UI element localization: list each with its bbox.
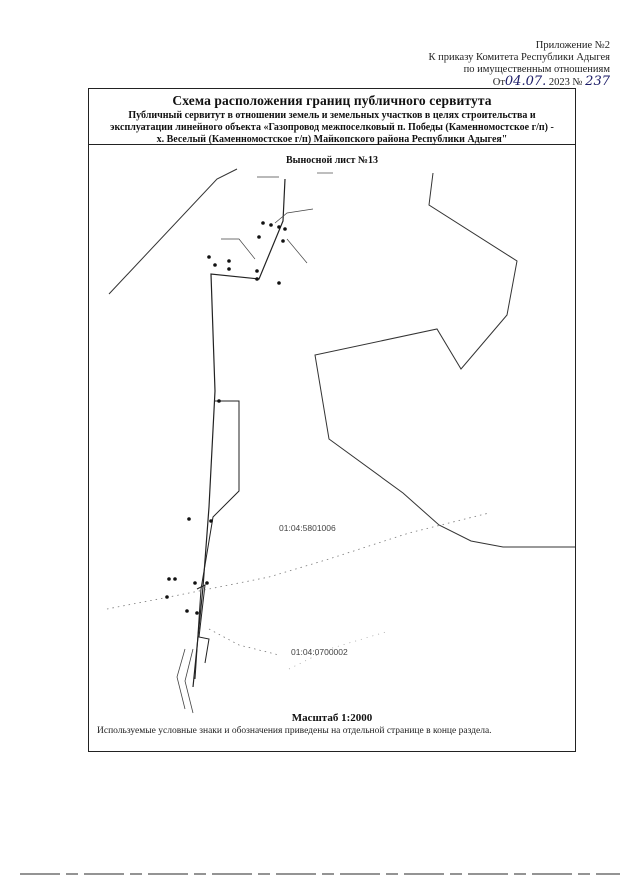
boundary-point (217, 399, 221, 403)
boundary-point (261, 221, 265, 225)
boundary-point (165, 595, 169, 599)
legend-note: Используемые условные знаки и обозначения приведены на отдельной странице в конце раздела. (97, 726, 492, 736)
boundary-point (213, 263, 217, 267)
subtitle-line-1: Публичный сервитут в отношении земель и земельных участков в целях строительства и (128, 110, 536, 121)
boundary-point (205, 581, 209, 585)
date-prefix: От (492, 77, 505, 88)
boundary-point (227, 259, 231, 263)
map-scale: Масштаб 1:2000 (291, 712, 373, 724)
boundary-point (277, 225, 281, 229)
boundary-point (255, 269, 259, 273)
boundary-point (193, 581, 197, 585)
appendix-line-1: Приложение №2 (535, 40, 610, 51)
boundary-point (209, 519, 213, 523)
boundary-point (257, 235, 261, 239)
sheet-label: Выносной лист №13 (286, 155, 378, 166)
boundary-point (281, 239, 285, 243)
appendix-line-3: по имущественным отношениям (463, 64, 610, 75)
leader-line-2 (287, 239, 307, 263)
cadastral-map (89, 89, 575, 751)
subtitle-line-3: х. Веселый (Каменномостское г/п) Майкопского района Республики Адыгея" (156, 134, 508, 145)
appendix-header (310, 40, 610, 89)
boundary-points (165, 221, 287, 615)
boundary-point (269, 223, 273, 227)
leader-line-1 (275, 209, 313, 223)
boundary-point (207, 255, 211, 259)
boundary-point (185, 609, 189, 613)
appendix-line-2: К приказу Комитета Республики Адыгея (428, 52, 610, 63)
parcel-label-1: 01:04:5801006 (279, 523, 336, 533)
scheme-title: Схема расположения границ публичного сервитута (172, 93, 492, 108)
thin-line-2 (185, 649, 193, 713)
year-part: 2023 № (548, 77, 583, 88)
date-handwritten: 04.07. (504, 74, 547, 89)
leader-line-3 (221, 239, 255, 259)
boundary-point (173, 577, 177, 581)
number-handwritten: 237 (585, 74, 610, 89)
boundary-point (277, 281, 281, 285)
boundary-point (187, 517, 191, 521)
boundary-point (167, 577, 171, 581)
boundary-point (255, 277, 259, 281)
boundary-point (283, 227, 287, 231)
scan-edge-line (20, 873, 620, 875)
boundary-point (195, 611, 199, 615)
subtitle-line-2: эксплуатации линейного объекта «Газопровод межпоселковый п. Победы (Каменномостское г/п) - (110, 122, 554, 133)
right-parcel-boundary (315, 173, 575, 547)
dotted-boundary-lower (209, 629, 279, 655)
boundary-point (227, 267, 231, 271)
thin-line-1 (177, 649, 185, 709)
parcel-label-2: 01:04:0700002 (291, 647, 348, 657)
scheme-frame (88, 88, 576, 752)
